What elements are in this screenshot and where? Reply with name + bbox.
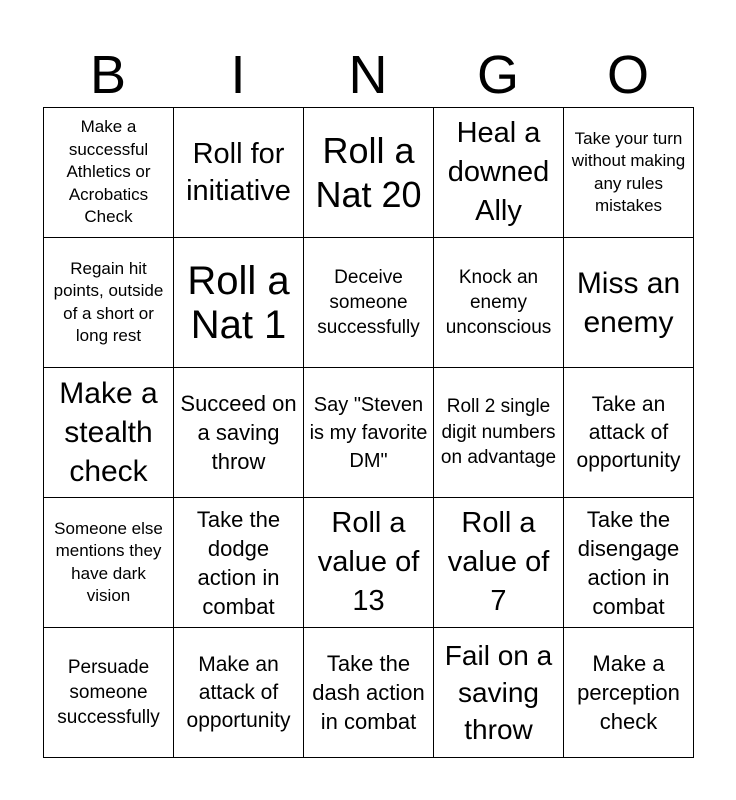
bingo-cell-r4c3[interactable]: [304, 498, 434, 628]
cell-text: Make a perception check: [577, 651, 680, 734]
cell-text: Regain hit points, outside of a short or long rest: [53, 258, 164, 345]
bingo-cell-r5c1[interactable]: [44, 628, 174, 758]
cell-text: Make a successful Athletics or Acrobatics Check: [66, 117, 151, 227]
bingo-cell-r4c4[interactable]: [434, 498, 564, 628]
cell-text: Miss an enemy: [576, 266, 681, 339]
bingo-cell-r3c4[interactable]: [434, 368, 564, 498]
bingo-board: [43, 107, 694, 758]
header-letter-i: I: [230, 45, 246, 105]
bingo-cell-r2c1[interactable]: [44, 238, 174, 368]
bingo-cell-r3c3[interactable]: [304, 368, 434, 498]
header-letter-o: O: [606, 45, 649, 105]
bingo-cell-r1c4[interactable]: [434, 108, 564, 238]
cell-text: Roll for initiative: [186, 137, 291, 207]
cell-text: Roll a Nat 20: [315, 129, 422, 215]
header-letter-b: B: [89, 45, 127, 105]
cell-text: Make an attack of opportunity: [186, 652, 291, 732]
bingo-cell-r2c3[interactable]: [304, 238, 434, 368]
cell-text: Roll a value of 13: [317, 507, 420, 617]
bingo-cell-r5c5[interactable]: [564, 628, 694, 758]
bingo-cell-r2c2[interactable]: [174, 238, 304, 368]
bingo-cell-r1c3[interactable]: [304, 108, 434, 238]
cell-text: Take the disengage action in combat: [577, 506, 680, 619]
bingo-cell-r2c5[interactable]: [564, 238, 694, 368]
cell-text: Roll a Nat 1: [187, 258, 290, 347]
header-letter-n: N: [348, 45, 388, 105]
bingo-cell-r4c5[interactable]: [564, 498, 694, 628]
bingo-cell-r5c4[interactable]: [434, 628, 564, 758]
bingo-cell-r3c2[interactable]: [174, 368, 304, 498]
bingo-cell-r5c3[interactable]: [304, 628, 434, 758]
cell-text: Take your turn without making any rules mistakes: [571, 128, 686, 215]
bingo-header: [43, 42, 693, 108]
bingo-cell-r4c1[interactable]: [44, 498, 174, 628]
cell-text: Make a stealth check: [59, 377, 158, 488]
cell-text: Roll 2 single digit numbers on advantage: [440, 396, 557, 469]
cell-text: Knock an enemy unconscious: [445, 267, 552, 338]
cell-text: Heal a downed Ally: [447, 117, 550, 227]
cell-text: Deceive someone successfully: [317, 267, 420, 338]
bingo-cell-r3c5[interactable]: [564, 368, 694, 498]
bingo-cell-r4c2[interactable]: [174, 498, 304, 628]
bingo-cell-r1c2[interactable]: [174, 108, 304, 238]
cell-text: Take the dash action in combat: [312, 651, 425, 734]
cell-text: Succeed on a saving throw: [180, 391, 297, 474]
cell-text: Say "Steven is my favorite DM": [309, 393, 428, 472]
bingo-cell-r1c5[interactable]: [564, 108, 694, 238]
cell-text: Take the dodge action in combat: [196, 506, 281, 619]
header-letter-g: G: [476, 45, 519, 105]
cell-text: Roll a value of 7: [447, 507, 550, 617]
bingo-cell-r3c1[interactable]: [44, 368, 174, 498]
cell-text: Persuade someone successfully: [57, 657, 160, 728]
bingo-cell-r1c1[interactable]: [44, 108, 174, 238]
bingo-cell-r5c2[interactable]: [174, 628, 304, 758]
cell-text: Take an attack of opportunity: [576, 392, 681, 472]
bingo-cell-r2c4[interactable]: [434, 238, 564, 368]
cell-text: Fail on a saving throw: [444, 640, 553, 745]
cell-text: Someone else mentions they have dark vision: [54, 518, 163, 605]
